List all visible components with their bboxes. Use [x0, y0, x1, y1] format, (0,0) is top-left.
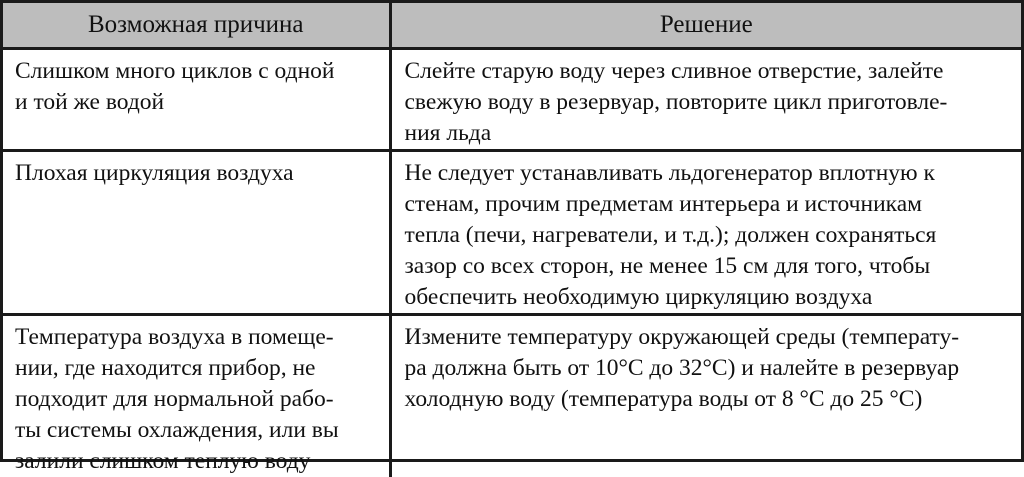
- troubleshooting-table: [3, 3, 1021, 477]
- cause-line: Температура воздуха в помеще-: [15, 322, 379, 353]
- cause-cell: [3, 315, 390, 477]
- header-cause: Возможная причина: [3, 3, 390, 49]
- cause-line: подходит для нормальной рабо-: [15, 384, 379, 415]
- solution-cell: [390, 151, 1021, 315]
- cause-line: залили слишком теплую воду: [15, 446, 379, 477]
- solution-line: зазор со всех сторон, не менее 15 см для того, чтобы: [405, 251, 1014, 282]
- cause-cell: [3, 151, 390, 315]
- solution-cell: [390, 315, 1021, 477]
- solution-line: обеспечить необходимую циркуляцию воздуха: [405, 282, 1014, 313]
- header-solution: Решение: [390, 3, 1021, 49]
- solution-line: Слейте старую воду через сливное отверстие, залейте: [405, 56, 1014, 87]
- cause-line: Плохая циркуляция воздуха: [15, 158, 379, 189]
- solution-line: холодную воду (температура воды от 8 °C до 25 °C): [405, 384, 1014, 415]
- cause-line: и той же водой: [15, 87, 379, 118]
- cause-line: ты системы охлаждения, или вы: [15, 415, 379, 446]
- solution-line: Измените температуру окружающей среды (температу-: [405, 322, 1014, 353]
- table-row: [3, 151, 1021, 315]
- cause-cell: [3, 49, 390, 151]
- solution-line: ра должна быть от 10°C до 32°C) и налейте в резервуар: [405, 353, 1014, 384]
- solution-line: стенам, прочим предметам интерьера и источникам: [405, 189, 1014, 220]
- solution-line: тепла (печи, нагреватели, и т.д.); должен сохраняться: [405, 220, 1014, 251]
- solution-line: Не следует устанавливать льдогенератор вплотную к: [405, 158, 1014, 189]
- table-row: [3, 49, 1021, 151]
- solution-line: ния льда: [405, 118, 1014, 149]
- table-header-row: [3, 3, 1021, 49]
- table-row: [3, 315, 1021, 477]
- solution-line: свежую воду в резервуар, повторите цикл приготовле-: [405, 87, 1014, 118]
- cause-line: нии, где находится прибор, не: [15, 353, 379, 384]
- solution-cell: [390, 49, 1021, 151]
- cause-line: Слишком много циклов с одной: [15, 56, 379, 87]
